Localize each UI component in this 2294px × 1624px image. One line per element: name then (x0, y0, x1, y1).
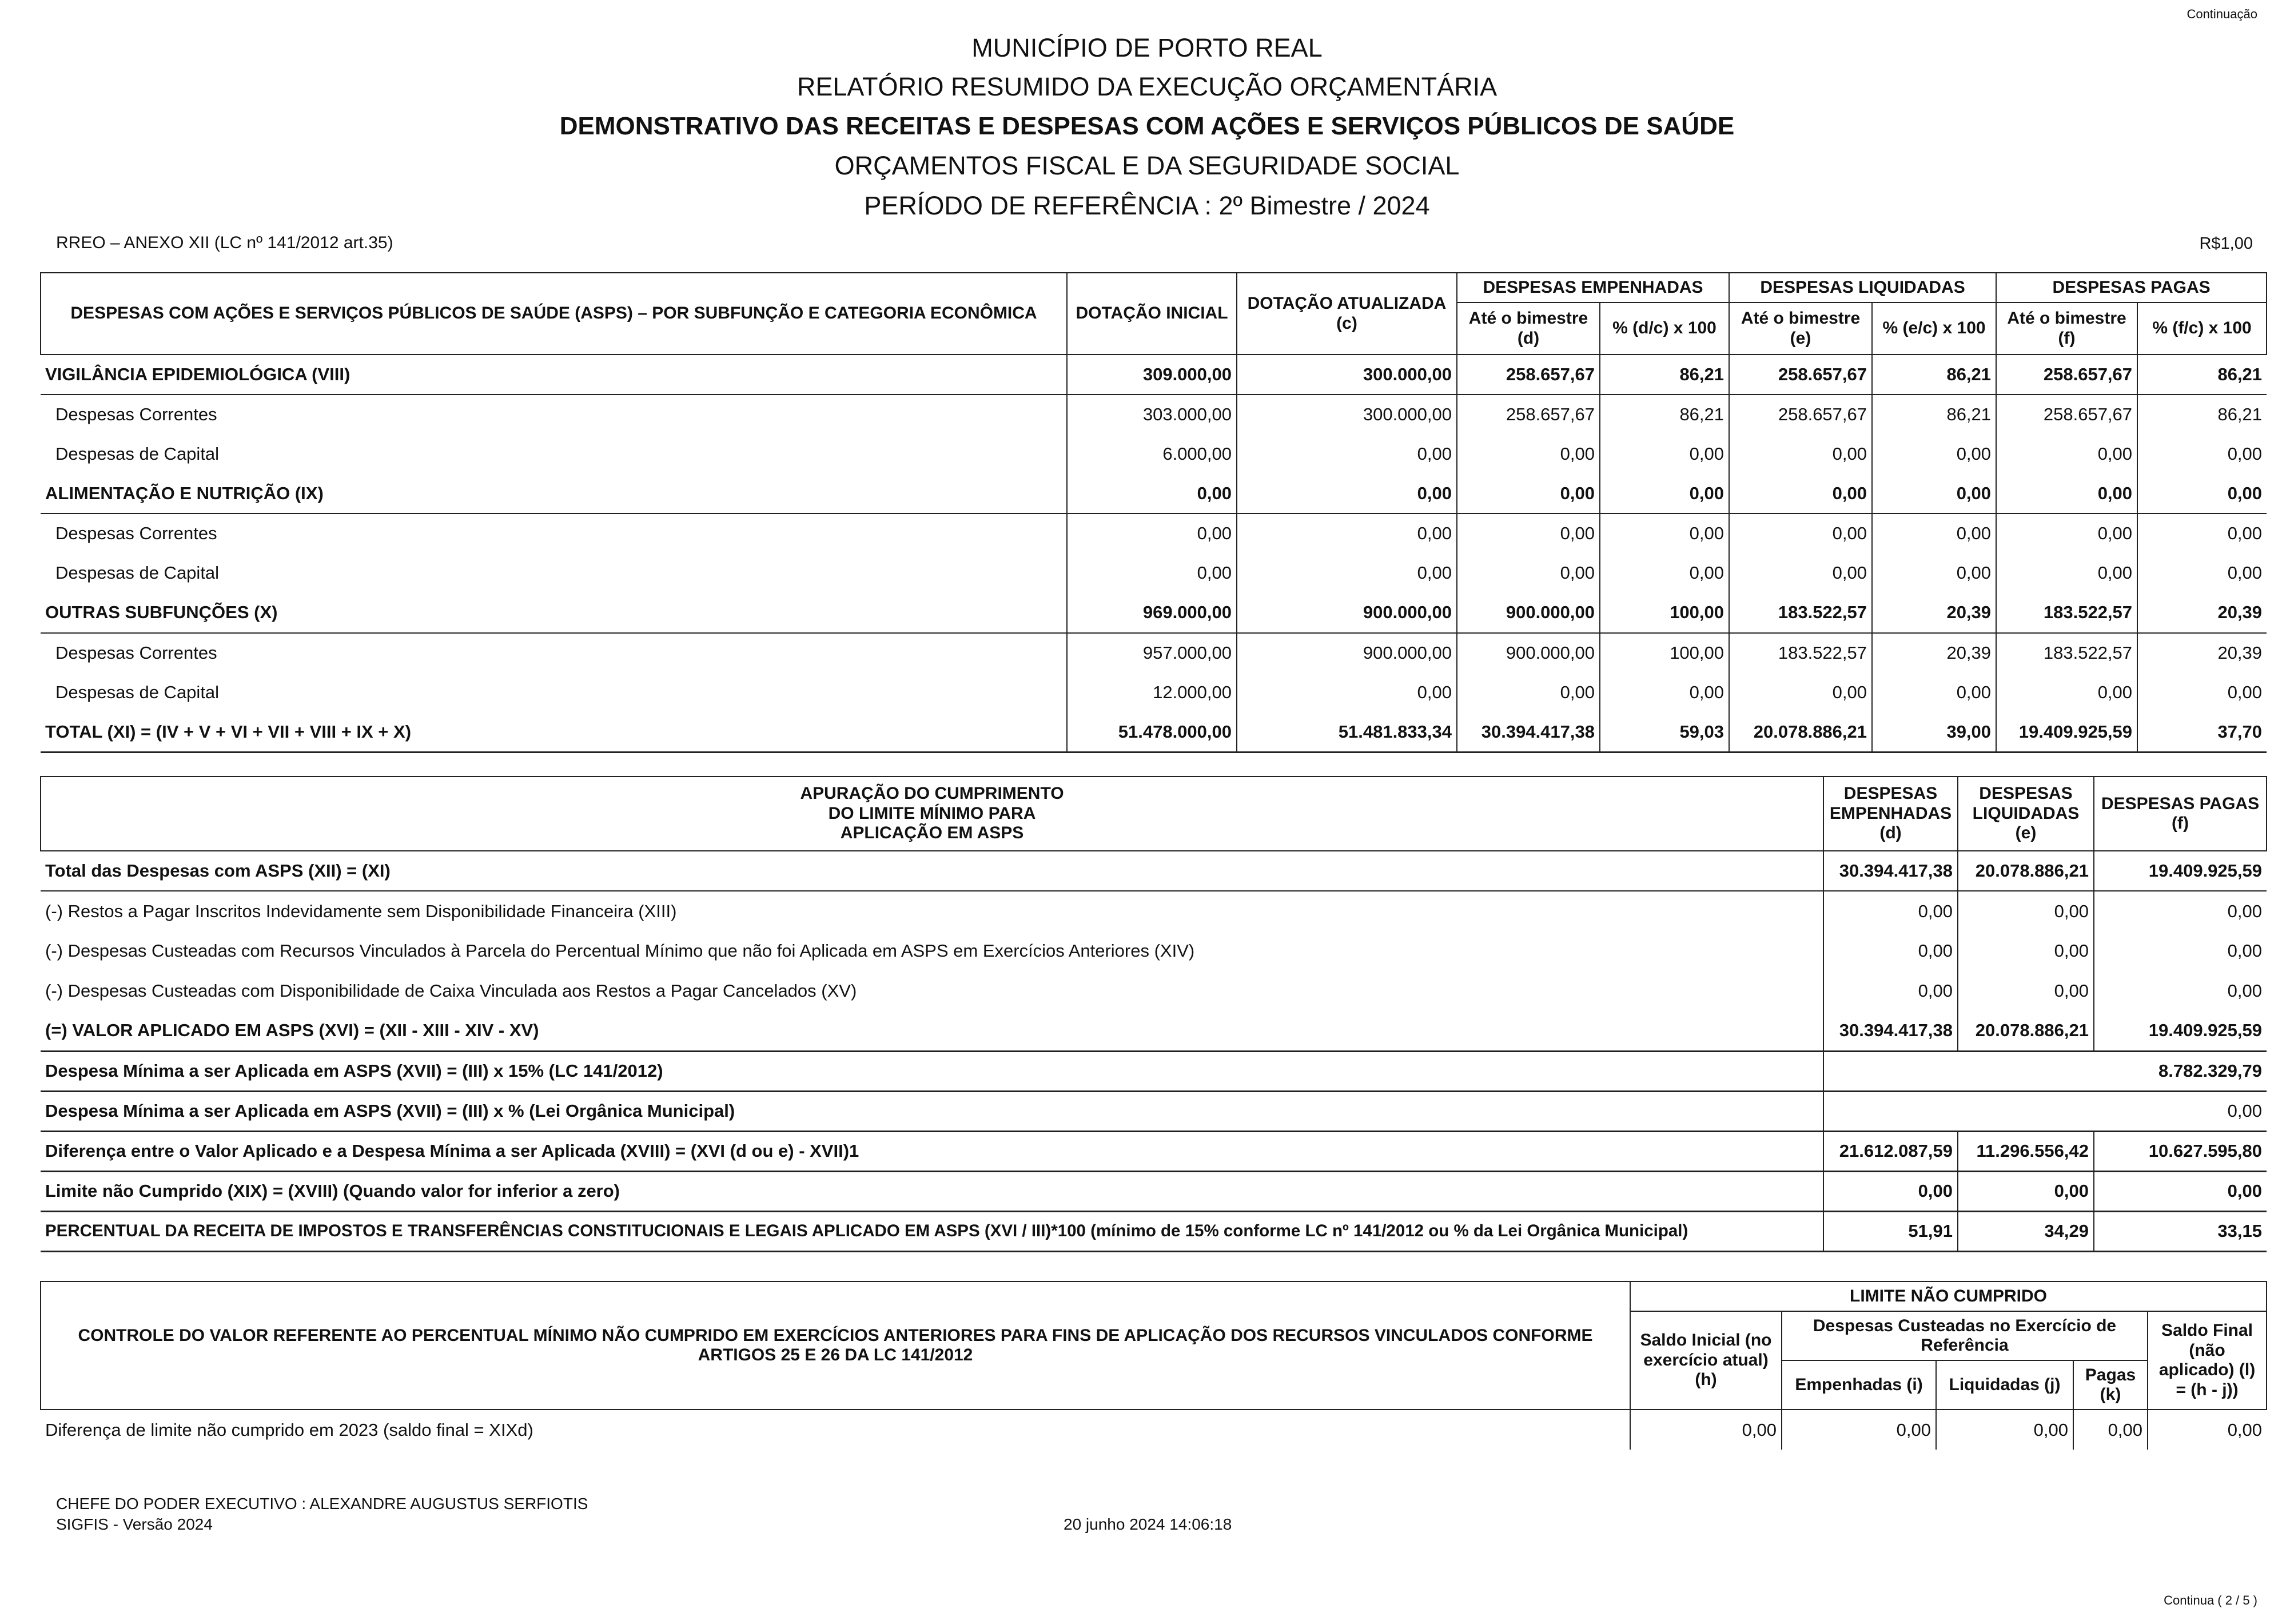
table-row (41, 434, 2267, 474)
cell-value: 0,00 (1457, 434, 1600, 474)
header-pagas: DESPESAS PAGAS (1996, 273, 2267, 302)
cell-value: 86,21 (1600, 395, 1729, 435)
cell-value: 51.481.833,34 (1237, 713, 1457, 753)
cell-value: 0,00 (2227, 483, 2263, 503)
cell-value: 0,00 (1958, 1171, 2094, 1211)
minimum-limit-table (40, 776, 2267, 1252)
header-ate-bimestre-d: Até o bimestre (d) (1457, 302, 1600, 355)
cell-value: 183.522,57 (1996, 633, 2137, 673)
cell-value: 30.394.417,38 (1823, 1011, 1958, 1051)
table-row (41, 713, 2267, 753)
cell-value: 10.627.595,80 (2094, 1131, 2267, 1171)
row-label: Despesas Correntes (41, 514, 1067, 554)
cell-value: 86,21 (1872, 355, 1996, 395)
cell-value: 19.409.925,59 (2148, 861, 2262, 881)
cell-value: 258.657,67 (1457, 395, 1600, 435)
cell-value: 20.078.886,21 (1958, 851, 2094, 891)
cell-value: 0,00 (1996, 514, 2137, 554)
table-row (41, 931, 2267, 971)
header-liquidadas-e: DESPESAS LIQUIDADAS (e) (1958, 777, 2094, 851)
header-pagas-k: Pagas (k) (2073, 1360, 2148, 1410)
header-saldo-inicial: Saldo Inicial (no exercício atual) (h) (1630, 1311, 1782, 1410)
cell-value: 258.657,67 (1996, 395, 2137, 435)
cell-value: 0,00 (2227, 1419, 2263, 1440)
header-ate-bimestre-e: Até o bimestre (e) (1729, 302, 1872, 355)
reference-period: PERÍODO DE REFERÊNCIA : 2º Bimestre / 2024 (864, 191, 1430, 220)
cell-value: 0,00 (2227, 682, 2263, 702)
table-row (41, 355, 2267, 395)
cell-value: 0,00 (2227, 941, 2262, 961)
cell-value: 303.000,00 (1067, 395, 1237, 435)
cell-value: 0,00 (1457, 672, 1600, 713)
cell-value: 258.657,67 (1729, 395, 1872, 435)
header-dotacao-atualizada: DOTAÇÃO ATUALIZADA (c) (1237, 273, 1457, 355)
cell-value: 0,00 (1457, 554, 1600, 594)
page-counter: Continua ( 2 / 5 ) (2164, 1593, 2257, 1607)
generation-date: 20 junho 2024 14:06:18 (1064, 1515, 1232, 1533)
row-label: Despesas Correntes (41, 633, 1067, 673)
cell-value: 0,00 (1872, 514, 1996, 554)
cell-value: 0,00 (1600, 514, 1729, 554)
cell-value: 0,00 (1457, 474, 1600, 514)
row-label: (-) Despesas Custeadas com Disponibilidade de Caixa Vinculada aos Restos a Pagar Cancelados (XV) (41, 971, 1823, 1011)
header-empenhadas: DESPESAS EMPENHADAS (1457, 273, 1729, 302)
cell-value: 0,00 (1237, 434, 1457, 474)
cell-value: 0,00 (2227, 443, 2263, 464)
table-row (41, 1011, 2267, 1051)
cell-value: 0,00 (1729, 434, 1872, 474)
cell-value: 6.000,00 (1067, 434, 1237, 474)
cell-value: 86,21 (1600, 355, 1729, 395)
row-label: Despesas de Capital (41, 434, 1067, 474)
row-label: Total das Despesas com ASPS (XII) = (XI) (41, 851, 1823, 891)
cell-value: 900.000,00 (1457, 593, 1600, 633)
row-label: Despesa Mínima a ser Aplicada em ASPS (XVII) = (III) x 15% (LC 141/2012) (41, 1051, 1823, 1091)
min15-value: 8.782.329,79 (1823, 1051, 2267, 1091)
cell-value: 0,00 (2227, 563, 2263, 583)
table-row (41, 851, 2267, 891)
table-row (41, 593, 2267, 633)
expenses-by-subfunction-table (40, 272, 2267, 753)
cell-value: 0,00 (1872, 554, 1996, 594)
cell-value: 0,00 (2137, 514, 2267, 554)
cell-value: 0,00 (1996, 474, 2137, 514)
cell-value: 37,70 (2137, 713, 2267, 753)
header-pagas-f: DESPESAS PAGAS (f) (2094, 777, 2267, 851)
cell-value: 51.478.000,00 (1067, 713, 1237, 753)
executive-chief: CHEFE DO PODER EXECUTIVO : ALEXANDRE AUGUSTUS SERFIOTIS (56, 1495, 588, 1512)
row-label: Diferença entre o Valor Aplicado e a Despesa Mínima a ser Aplicada (XVIII) = (XVI (d ou e) - XVII)1 (41, 1131, 1823, 1171)
cell-value: 34,29 (1958, 1211, 2094, 1251)
cell-value: 300.000,00 (1237, 355, 1457, 395)
header-pct-e: % (e/c) x 100 (1872, 302, 1996, 355)
min-lei-row (41, 1091, 2267, 1131)
row-label: PERCENTUAL DA RECEITA DE IMPOSTOS E TRANSFERÊNCIAS CONSTITUCIONAIS E LEGAIS APLICADO EM ASPS (XVI / III)*100 (mínimo de 15% conforme LC nº 141/2012 ou % da Lei Orgânica Municipal) (41, 1211, 1823, 1251)
cell-value: 20,39 (2137, 633, 2267, 673)
cell-value: 0,00 (1958, 891, 2094, 931)
cell-value: 0,00 (1782, 1410, 1936, 1450)
budget-subtitle: ORÇAMENTOS FISCAL E DA SEGURIDADE SOCIAL (834, 151, 1460, 180)
table-row (41, 1410, 2267, 1450)
cell-value: 59,03 (1600, 713, 1729, 753)
cell-value: 0,00 (1958, 971, 2094, 1011)
header-apuracao-line2: DO LIMITE MÍNIMO PARA (828, 803, 1036, 823)
cell-value: 12.000,00 (1067, 672, 1237, 713)
cell-value: 0,00 (1996, 554, 2137, 594)
cell-value: 0,00 (1067, 474, 1237, 514)
report-title: RELATÓRIO RESUMIDO DA EXECUÇÃO ORÇAMENTÁRIA (796, 72, 1498, 101)
header-liquidadas-j: Liquidadas (j) (1936, 1360, 2073, 1410)
cell-value: 900.000,00 (1237, 633, 1457, 673)
cell-value: 51,91 (1823, 1211, 1958, 1251)
cell-value: 30.394.417,38 (1823, 851, 1958, 891)
row-label: (-) Restos a Pagar Inscritos Indevidamente sem Disponibilidade Financeira (XIII) (41, 891, 1823, 931)
table-row (41, 395, 2267, 435)
row-label: Diferença de limite não cumprido em 2023 (saldo final = XIXd) (41, 1410, 1630, 1450)
cell-value: 309.000,00 (1067, 355, 1237, 395)
cell-value: 300.000,00 (1237, 395, 1457, 435)
cell-value: 0,00 (2094, 1171, 2267, 1211)
cell-value: 0,00 (1600, 434, 1729, 474)
header-empenhadas-d: DESPESAS EMPENHADAS (d) (1823, 777, 1958, 851)
header-apuracao (41, 777, 1823, 851)
cell-value: 0,00 (1600, 474, 1729, 514)
cell-value: 969.000,00 (1067, 593, 1237, 633)
cell-value: 183.522,57 (1729, 593, 1872, 633)
row-label: OUTRAS SUBFUNÇÕES (X) (41, 593, 1067, 633)
cell-value: 0,00 (1600, 554, 1729, 594)
cell-value: 30.394.417,38 (1457, 713, 1600, 753)
cell-value: 86,21 (2137, 355, 2267, 395)
cell-value: 258.657,67 (1729, 355, 1872, 395)
cell-value: 20.078.886,21 (1958, 1011, 2094, 1051)
cell-value: 900.000,00 (1237, 593, 1457, 633)
statement-title: DEMONSTRATIVO DAS RECEITAS E DESPESAS COM AÇÕES E SERVIÇOS PÚBLICOS DE SAÚDE (559, 112, 1735, 140)
cell-value: 0,00 (1729, 554, 1872, 594)
cell-value: 900.000,00 (1457, 633, 1600, 673)
cell-value: 957.000,00 (1067, 633, 1237, 673)
table-row (41, 891, 2267, 931)
table-row (41, 514, 2267, 554)
cell-value: 0,00 (2073, 1410, 2148, 1450)
header-dotacao-inicial: DOTAÇÃO INICIAL (1067, 273, 1237, 355)
cell-value: 0,00 (1996, 672, 2137, 713)
cell-value: 0,00 (1630, 1410, 1782, 1450)
cell-value: 20,39 (1872, 593, 1996, 633)
cell-value: 11.296.556,42 (1958, 1131, 2094, 1171)
header-limite-nao-cumprido: LIMITE NÃO CUMPRIDO (1630, 1281, 2267, 1311)
header-despesas-custeadas: Despesas Custeadas no Exercício de Referência (1782, 1311, 2148, 1360)
percent-row (41, 1211, 2267, 1251)
cell-value: 0,00 (1067, 514, 1237, 554)
row-label: (-) Despesas Custeadas com Recursos Vinculados à Parcela do Percentual Mínimo que não foi Aplicada em ASPS em Exercícios Anteriores (XIV) (41, 931, 1823, 971)
row-label: Despesas Correntes (41, 395, 1067, 435)
header-liquidadas: DESPESAS LIQUIDADAS (1729, 273, 1996, 302)
cell-value: 0,00 (1729, 514, 1872, 554)
row-label: Despesas de Capital (41, 554, 1067, 594)
municipality-title: MUNICÍPIO DE PORTO REAL (971, 33, 1323, 62)
cell-value: 19.409.925,59 (2094, 1011, 2267, 1051)
header-pct-f: % (f/c) x 100 (2137, 302, 2267, 355)
cell-value: 100,00 (1600, 633, 1729, 673)
cell-value: 0,00 (1237, 514, 1457, 554)
cell-value: 39,00 (1872, 713, 1996, 753)
cell-value: 20,39 (1872, 633, 1996, 673)
cell-value: 0,00 (1823, 891, 1958, 931)
table-row (41, 971, 2267, 1011)
row-label: (=) VALOR APLICADO EM ASPS (XVI) = (XII - XIII - XIV - XV) (41, 1011, 1823, 1051)
cell-value: 0,00 (1729, 672, 1872, 713)
header-apuracao-line1: APURAÇÃO DO CUMPRIMENTO (800, 784, 1064, 803)
cell-value: 0,00 (1237, 554, 1457, 594)
cell-value: 0,00 (1996, 434, 2137, 474)
cell-value: 19.409.925,59 (1996, 713, 2137, 753)
cell-value: 0,00 (1872, 672, 1996, 713)
cell-value: 0,00 (1936, 1410, 2073, 1450)
table-row (41, 672, 2267, 713)
row-label: Despesas de Capital (41, 672, 1067, 713)
row-label: ALIMENTAÇÃO E NUTRIÇÃO (IX) (41, 474, 1067, 514)
header-empenhadas-i: Empenhadas (i) (1782, 1360, 1936, 1410)
cell-value: 33,15 (2094, 1211, 2267, 1251)
header-apuracao-line3: APLICAÇÃO EM ASPS (840, 823, 1024, 843)
header-description: DESPESAS COM AÇÕES E SERVIÇOS PÚBLICOS DE SAÚDE (ASPS) – POR SUBFUNÇÃO E CATEGORIA ECONÔMICA (41, 273, 1067, 355)
cell-value: 0,00 (1823, 1171, 1958, 1211)
row-label: Despesa Mínima a ser Aplicada em ASPS (XVII) = (III) x % (Lei Orgânica Municipal) (41, 1091, 1823, 1131)
cell-value: 0,00 (2094, 891, 2267, 931)
header-pct-d: % (d/c) x 100 (1600, 302, 1729, 355)
difference-row (41, 1131, 2267, 1171)
table-row (41, 554, 2267, 594)
row-label: VIGILÂNCIA EPIDEMIOLÓGICA (VIII) (41, 355, 1067, 395)
cell-value: 0,00 (1958, 931, 2094, 971)
table-row (41, 474, 2267, 514)
table-row (41, 633, 2267, 673)
cell-value: 258.657,67 (1457, 355, 1600, 395)
limit-row (41, 1171, 2267, 1211)
currency-unit: R$1,00 (2199, 234, 2253, 253)
unfulfilled-limit-control-table (40, 1281, 2267, 1450)
cell-value: 0,00 (1237, 672, 1457, 713)
cell-value: 0,00 (1872, 474, 1996, 514)
cell-value: 0,00 (1729, 474, 1872, 514)
cell-value: 0,00 (2227, 981, 2262, 1001)
row-label: Limite não Cumprido (XIX) = (XVIII) (Quando valor for inferior a zero) (41, 1171, 1823, 1211)
cell-value: 0,00 (1237, 474, 1457, 514)
cell-value: 0,00 (1823, 971, 1958, 1011)
header-ate-bimestre-f: Até o bimestre (f) (1996, 302, 2137, 355)
cell-value: 0,00 (1823, 931, 1958, 971)
cell-value: 183.522,57 (1996, 593, 2137, 633)
cell-value: 86,21 (1872, 395, 1996, 435)
cell-value: 0,00 (1872, 434, 1996, 474)
cell-value: 100,00 (1600, 593, 1729, 633)
cell-value: 21.612.087,59 (1823, 1131, 1958, 1171)
cell-value: 20.078.886,21 (1729, 713, 1872, 753)
cell-value: 0,00 (1067, 554, 1237, 594)
min15-row (41, 1051, 2267, 1091)
cell-value: 0,00 (1600, 672, 1729, 713)
header-controle: CONTROLE DO VALOR REFERENTE AO PERCENTUAL MÍNIMO NÃO CUMPRIDO EM EXERCÍCIOS ANTERIORES PARA FINS DE APLICAÇÃO DOS RECURSOS VINCULADOS CONFORME ARTIGOS 25 E 26 DA LC 141/2012 (41, 1281, 1630, 1410)
system-version: SIGFIS - Versão 2024 (56, 1515, 213, 1533)
row-label: TOTAL (XI) = (IV + V + VI + VII + VIII + IX + X) (41, 713, 1067, 753)
annex-label: RREO – ANEXO XII (LC nº 141/2012 art.35) (56, 233, 393, 252)
min-lei-value: 0,00 (1823, 1091, 2267, 1131)
header-saldo-final: Saldo Final (não aplicado) (l) = (h - j)) (2148, 1311, 2267, 1410)
cell-value: 86,21 (2137, 395, 2267, 435)
continuation-note: Continuação (2187, 7, 2257, 21)
cell-value: 0,00 (1457, 514, 1600, 554)
cell-value: 20,39 (2217, 602, 2263, 623)
cell-value: 258.657,67 (1996, 355, 2137, 395)
cell-value: 183.522,57 (1729, 633, 1872, 673)
